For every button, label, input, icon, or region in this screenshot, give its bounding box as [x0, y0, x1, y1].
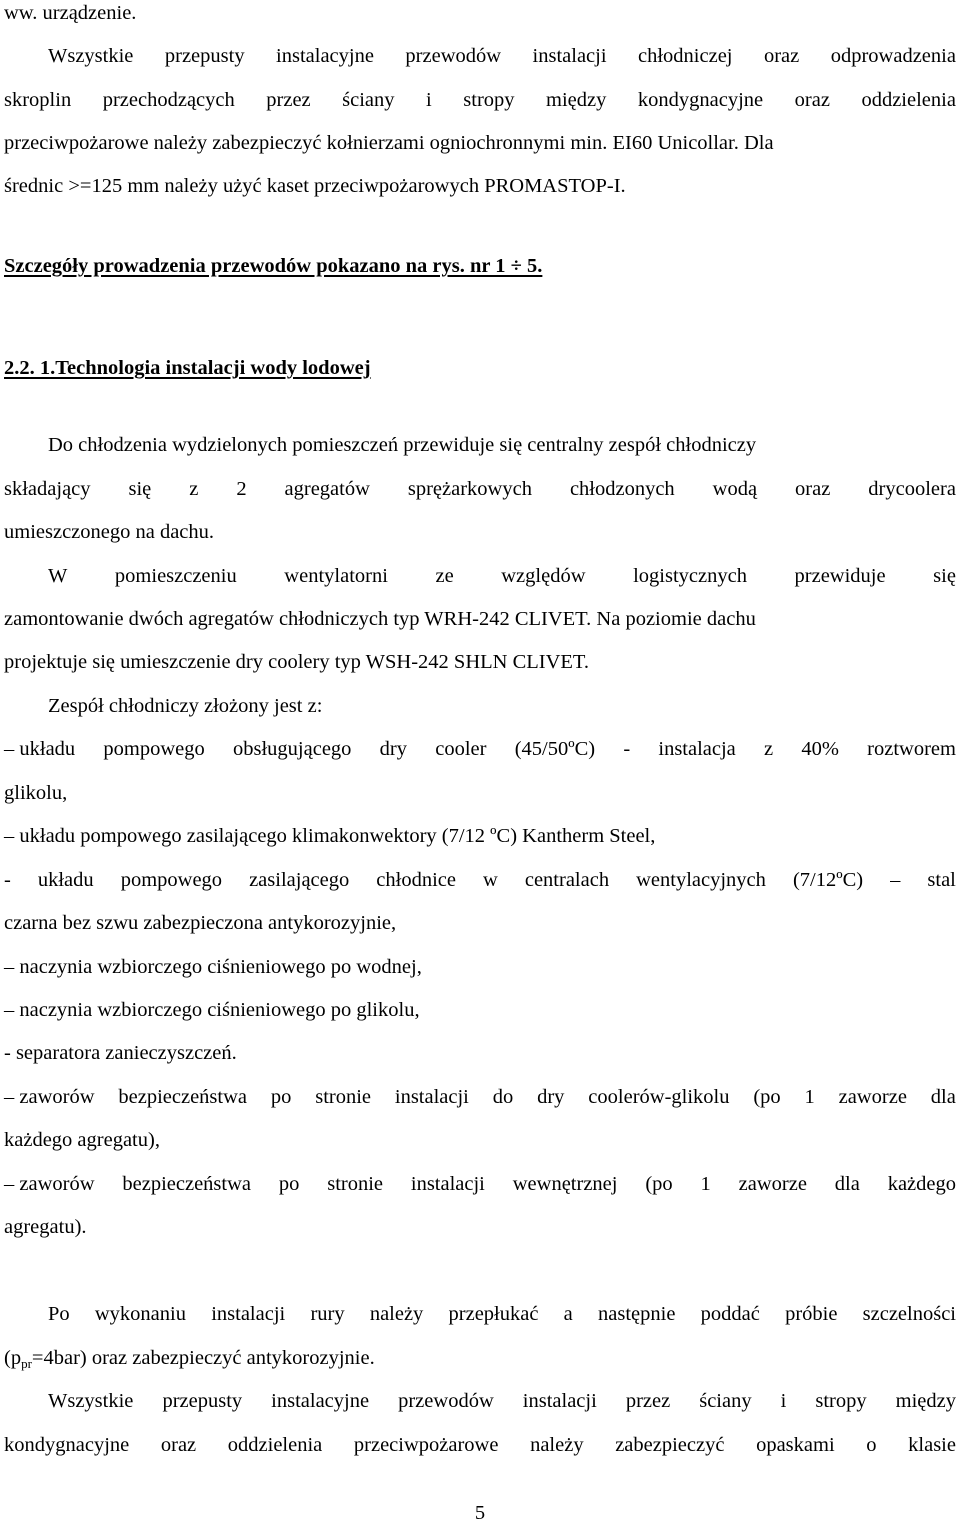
- word: dry: [379, 738, 407, 760]
- word: 2: [236, 478, 247, 500]
- word: centralach: [524, 869, 610, 891]
- list-item-2: – układu pompowego zasilającego klimakonwektory (7/12 ºC) Kantherm Steel,: [4, 825, 656, 847]
- word: przeciwpożarowe: [353, 1434, 499, 1456]
- word: przepłukać: [448, 1303, 539, 1325]
- word: agregatów: [284, 478, 370, 500]
- word: cooler: [435, 738, 487, 760]
- word: oraz: [795, 478, 831, 500]
- word: zasilającego: [249, 869, 350, 891]
- word: oraz: [763, 45, 800, 67]
- word: kondygnacyjne: [637, 89, 764, 111]
- word: 40%: [801, 738, 839, 760]
- page-number: 5: [474, 1502, 486, 1524]
- word: przez: [266, 89, 311, 111]
- word: instalacji: [211, 1303, 286, 1325]
- word: Wszystkie: [48, 45, 134, 67]
- word: z: [764, 738, 774, 760]
- word: się: [128, 478, 152, 500]
- word: poddać: [700, 1303, 760, 1325]
- word: oraz: [160, 1434, 197, 1456]
- word: w: [483, 869, 498, 891]
- para-chlodzenie-line2: [4, 479, 956, 500]
- word: 1: [700, 1173, 711, 1195]
- word: drycoolera: [868, 478, 956, 500]
- word: skroplin: [4, 89, 72, 111]
- word: rury: [310, 1303, 345, 1325]
- para-chlodzenie-line3: umieszczonego na dachu.: [4, 521, 215, 543]
- word: bezpieczeństwa: [122, 1173, 251, 1195]
- word: (po: [753, 1086, 781, 1108]
- word: dla: [930, 1086, 956, 1108]
- word: wentylatorni: [284, 565, 388, 587]
- list-item-6: - separatora zanieczyszczeń.: [4, 1042, 237, 1064]
- list-item-8-line1: [4, 1174, 956, 1195]
- word: roztworem: [867, 738, 956, 760]
- word: stropy: [463, 89, 515, 111]
- word: instalacji: [522, 1390, 597, 1412]
- word: ze: [435, 565, 454, 587]
- word: między: [895, 1390, 956, 1412]
- word: stronie: [315, 1086, 372, 1108]
- word: -: [623, 738, 631, 760]
- word: należy: [530, 1434, 584, 1456]
- section-heading: 2.2. 1.Technologia instalacji wody lodowej: [4, 357, 371, 379]
- word: – zaworów: [4, 1086, 95, 1108]
- para-chlodzenie-line1: Do chłodzenia wydzielonych pomieszczeń przewiduje się centralny zespół chłodniczy: [48, 434, 757, 456]
- word: należy: [369, 1303, 424, 1325]
- word: instalacji: [394, 1086, 469, 1108]
- word: chłodniczej: [638, 45, 733, 67]
- word: i: [426, 89, 432, 111]
- word: odprowadzenia: [830, 45, 956, 67]
- para-przepusty-1-line3: przeciwpożarowe należy zabezpieczyć kołnierzami ogniochronnymi min. EI60 Unicollar. Dla: [4, 132, 774, 154]
- word: Wszystkie: [48, 1390, 134, 1412]
- word: i: [780, 1390, 787, 1412]
- word: Po: [48, 1303, 70, 1325]
- word: pomieszczeniu: [114, 565, 237, 587]
- list-item-3-line1: [4, 870, 956, 891]
- list-item-3-line2: czarna bez szwu zabezpieczona antykorozyjnie,: [4, 912, 397, 934]
- word: pompowego: [103, 738, 205, 760]
- word: pompowego: [120, 869, 223, 891]
- word: oddzielenia: [861, 89, 956, 111]
- word: po: [270, 1086, 292, 1108]
- word: przepusty: [162, 1390, 243, 1412]
- word: względów: [501, 565, 586, 587]
- para-wentylatornia-line3: projektuje się umieszczenie dry coolery typ WSH-242 SHLN CLIVET.: [4, 651, 590, 673]
- word: coolerów-glikolu: [588, 1086, 730, 1108]
- para-plukanie-line2: [4, 1348, 375, 1370]
- word: -: [4, 869, 11, 891]
- word: o: [866, 1434, 877, 1456]
- word: zaworze: [738, 1173, 807, 1195]
- para-wentylatornia-line1: [48, 566, 956, 587]
- word: dla: [834, 1173, 860, 1195]
- word: wodą: [712, 478, 758, 500]
- word: wykonaniu: [94, 1303, 186, 1325]
- word: stronie: [327, 1173, 384, 1195]
- word: –: [890, 869, 901, 891]
- word: instalacji: [532, 45, 607, 67]
- word: próbie: [785, 1303, 838, 1325]
- word: przewodów: [398, 1390, 494, 1412]
- word: chłodnice: [376, 869, 456, 891]
- list-item-4: – naczynia wzbiorczego ciśnieniowego po wodnej,: [4, 956, 422, 978]
- pressure-prefix: (p: [4, 1347, 22, 1369]
- word: przewodów: [405, 45, 502, 67]
- word: zabezpieczyć: [615, 1434, 725, 1456]
- para-przepusty-2-line2: [4, 1435, 956, 1456]
- list-item-1-line2: glikolu,: [4, 782, 68, 804]
- list-item-1-line1: [4, 739, 956, 760]
- para-przepusty-1-line2: [4, 90, 956, 111]
- word: 1: [804, 1086, 815, 1108]
- word: po: [278, 1173, 300, 1195]
- word: oraz: [794, 89, 830, 111]
- word: wentylacyjnych: [636, 869, 766, 891]
- word: wewnętrznej: [512, 1173, 618, 1195]
- word: zaworze: [838, 1086, 907, 1108]
- para-plukanie-line1: [48, 1304, 956, 1325]
- word: układu: [37, 869, 94, 891]
- word: dry: [537, 1086, 565, 1108]
- word: z: [189, 478, 199, 500]
- para-przepusty-2-line1: [48, 1391, 956, 1412]
- pressure-subscript: pr: [21, 1356, 32, 1371]
- word: sprężarkowych: [407, 478, 532, 500]
- list-item-7-line1: [4, 1087, 956, 1108]
- word: przepusty: [164, 45, 245, 67]
- para-przepusty-1-line4: średnic >=125 mm należy użyć kaset przeciwpożarowych PROMASTOP-I.: [4, 175, 626, 197]
- word: przechodzących: [102, 89, 235, 111]
- word: – zaworów: [4, 1173, 95, 1195]
- word: (45/50ºC): [514, 738, 596, 760]
- para-wentylatornia-line2: zamontowanie dwóch agregatów chłodniczych typ WRH-242 CLIVET. Na poziomie dachu: [4, 608, 756, 630]
- word: następnie: [598, 1303, 676, 1325]
- word: stal: [927, 869, 956, 891]
- word: (po: [645, 1173, 673, 1195]
- word: każdego: [887, 1173, 956, 1195]
- word: instalacyjne: [276, 45, 374, 67]
- word: bezpieczeństwa: [118, 1086, 247, 1108]
- list-item-5: – naczynia wzbiorczego ciśnieniowego po glikolu,: [4, 999, 420, 1021]
- top-fragment: ww. urządzenie.: [4, 2, 137, 24]
- list-item-8-line2: agregatu).: [4, 1216, 87, 1238]
- word: opaskami: [756, 1434, 835, 1456]
- word: składający: [4, 478, 91, 500]
- word: – układu: [4, 738, 76, 760]
- word: przewiduje: [794, 565, 886, 587]
- word: instalacji: [410, 1173, 485, 1195]
- word: W: [48, 565, 68, 587]
- word: między: [546, 89, 607, 111]
- word: ściany: [342, 89, 395, 111]
- word: chłodzonych: [569, 478, 675, 500]
- pressure-rest: =4bar) oraz zabezpieczyć antykorozyjnie.: [31, 1347, 375, 1369]
- word: instalacyjne: [271, 1390, 370, 1412]
- word: a: [563, 1303, 573, 1325]
- para-przepusty-1-line1: [48, 46, 956, 67]
- word: oddzielenia: [227, 1434, 323, 1456]
- word: do: [492, 1086, 514, 1108]
- word: instalacja: [658, 738, 736, 760]
- word: obsługującego: [233, 738, 352, 760]
- word: logistycznych: [633, 565, 747, 587]
- word: kondygnacyjne: [4, 1434, 130, 1456]
- list-item-7-line2: każdego agregatu),: [4, 1129, 160, 1151]
- word: się: [933, 565, 956, 587]
- word: stropy: [815, 1390, 867, 1412]
- word: (7/12ºC): [792, 869, 864, 891]
- details-heading: Szczegóły prowadzenia przewodów pokazano na rys. nr 1 ÷ 5.: [4, 255, 543, 277]
- word: przez: [625, 1390, 671, 1412]
- word: ściany: [699, 1390, 752, 1412]
- word: klasie: [908, 1434, 956, 1456]
- zespol-intro: Zespół chłodniczy złożony jest z:: [48, 695, 323, 717]
- word: szczelności: [862, 1303, 956, 1325]
